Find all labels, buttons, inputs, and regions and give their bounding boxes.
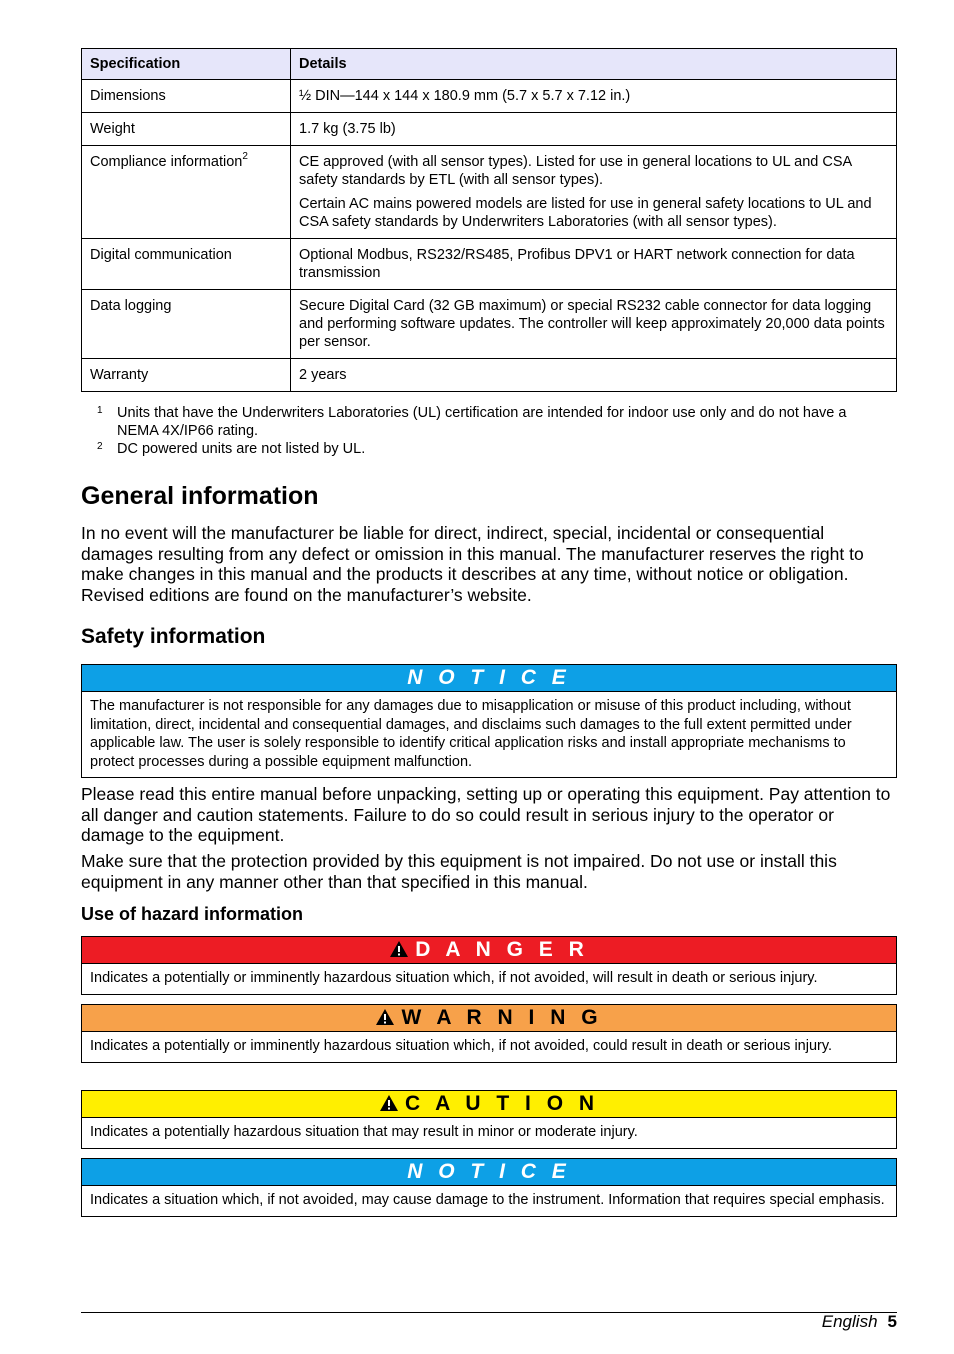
notice-text: The manufacturer is not responsible for any damages due to misapplication or misuse of this product including, without limitation, direct, incidental and consequential damages, and disclaims such damages to the full extent permitted under applicable law. The user is solely responsible to identify critical application risks and install appropriate mechanisms to protect processes during a possible equipment malfunction.	[90, 698, 852, 770]
column-header: Details	[291, 49, 897, 80]
safety-paragraph: Please read this entire manual before unpacking, setting up or operating this equipment. Pay attention to all danger and caution statements. Failure to do so could result in serious injury to the operator or damage to the equipment.	[81, 784, 891, 845]
caution-text: Indicates a potentially hazardous situation that may result in minor or moderate injury.	[90, 1124, 638, 1140]
details-text: 2 years	[299, 367, 347, 383]
safety-information-heading: Safety information	[81, 625, 266, 648]
danger-text: Indicates a potentially or imminently hazardous situation which, if not avoided, will result in death or serious injury.	[90, 970, 818, 986]
notice-box	[81, 664, 897, 778]
caution-box	[81, 1090, 897, 1149]
table-header-row	[82, 49, 897, 80]
footnote-text: DC powered units are not listed by UL.	[117, 441, 366, 457]
details-cell	[291, 113, 897, 146]
page-number: 5	[887, 1312, 897, 1331]
footer-divider	[81, 1312, 897, 1313]
general-information-heading: General information	[81, 482, 319, 510]
footnote	[97, 440, 887, 458]
footer-language: English	[821, 1312, 878, 1331]
warning-box	[81, 1004, 897, 1063]
warning-title: W A R N I N G	[401, 1006, 603, 1029]
notice-header: N O T I C E	[82, 1159, 896, 1186]
column-header: Specification	[82, 49, 291, 80]
table-row	[82, 113, 897, 146]
specification-table	[81, 48, 897, 392]
footnote-text: Units that have the Underwriters Laboratories (UL) certification are intended for indoor use only and do not have a NEMA 4X/IP66 rating.	[117, 405, 847, 439]
spec-cell: Weight	[82, 113, 291, 146]
hazard-information-heading: Use of hazard information	[81, 904, 304, 924]
warning-text: Indicates a potentially or imminently hazardous situation which, if not avoided, could result in death or serious injury.	[90, 1038, 833, 1054]
details-cell	[291, 80, 897, 113]
details-text: CE approved (with all sensor types). Listed for use in general locations to UL and CSA safety standards by ETL (with all sensor types).	[299, 154, 852, 188]
notice-box	[81, 1158, 897, 1217]
spec-cell	[82, 146, 291, 239]
notice-header: N O T I C E	[82, 665, 896, 692]
warning-header	[82, 1005, 896, 1032]
footnote	[97, 404, 887, 440]
table-row	[82, 146, 897, 239]
details-text: Secure Digital Card (32 GB maximum) or special RS232 cable connector for data logging and performing software updates. The controller will keep approximately 20,000 data points per sensor.	[299, 298, 885, 350]
warning-triangle-icon	[375, 1008, 395, 1026]
danger-box	[81, 936, 897, 995]
details-text: ½ DIN—144 x 144 x 180.9 mm (5.7 x 5.7 x 7.12 in.)	[299, 88, 631, 104]
spec-cell: Dimensions	[82, 80, 291, 113]
table-row	[82, 80, 897, 113]
footnote-number: 1	[97, 405, 103, 416]
spec-cell: Warranty	[82, 359, 291, 392]
details-text: Certain AC mains powered models are listed for use in general safety locations to UL and CSA safety standards by Underwriters Laboratories (with all sensor types).	[299, 196, 872, 230]
general-information-text: In no event will the manufacturer be liable for direct, indirect, special, incidental or consequential damages resulting from any defect or omission in this manual. The manufacturer reserves the right to make changes in this manual and the products it describes at any time, without notice or obligation. Revised editions are found on the manufacturer’s website.	[81, 523, 864, 605]
footnote-ref: 2	[242, 151, 248, 163]
details-text: Optional Modbus, RS232/RS485, Profibus DPV1 or HART network connection for data transmission	[299, 247, 855, 281]
details-cell	[291, 146, 897, 239]
details-cell	[291, 359, 897, 392]
danger-title: D A N G E R	[415, 938, 589, 961]
danger-header	[82, 937, 896, 964]
table-row	[82, 290, 897, 359]
warning-triangle-icon	[389, 940, 409, 958]
spec-cell: Digital communication	[82, 239, 291, 290]
table-row	[82, 239, 897, 290]
spec-label: Compliance information	[90, 154, 243, 170]
caution-title: C A U T I O N	[404, 1092, 600, 1115]
caution-header	[82, 1091, 896, 1118]
table-row	[82, 359, 897, 392]
footnotes	[97, 404, 887, 458]
page-footer	[822, 1311, 897, 1333]
details-cell	[291, 290, 897, 359]
warning-triangle-icon	[379, 1094, 399, 1112]
details-cell	[291, 239, 897, 290]
details-text: 1.7 kg (3.75 lb)	[299, 121, 396, 137]
spec-cell: Data logging	[82, 290, 291, 359]
footnote-number: 2	[97, 441, 103, 452]
notice-text: Indicates a situation which, if not avoided, may cause damage to the instrument. Information that requires special emphasis.	[90, 1192, 885, 1208]
safety-paragraph: Make sure that the protection provided by this equipment is not impaired. Do not use or install this equipment in any manner other than that specified in this manual.	[81, 851, 837, 892]
